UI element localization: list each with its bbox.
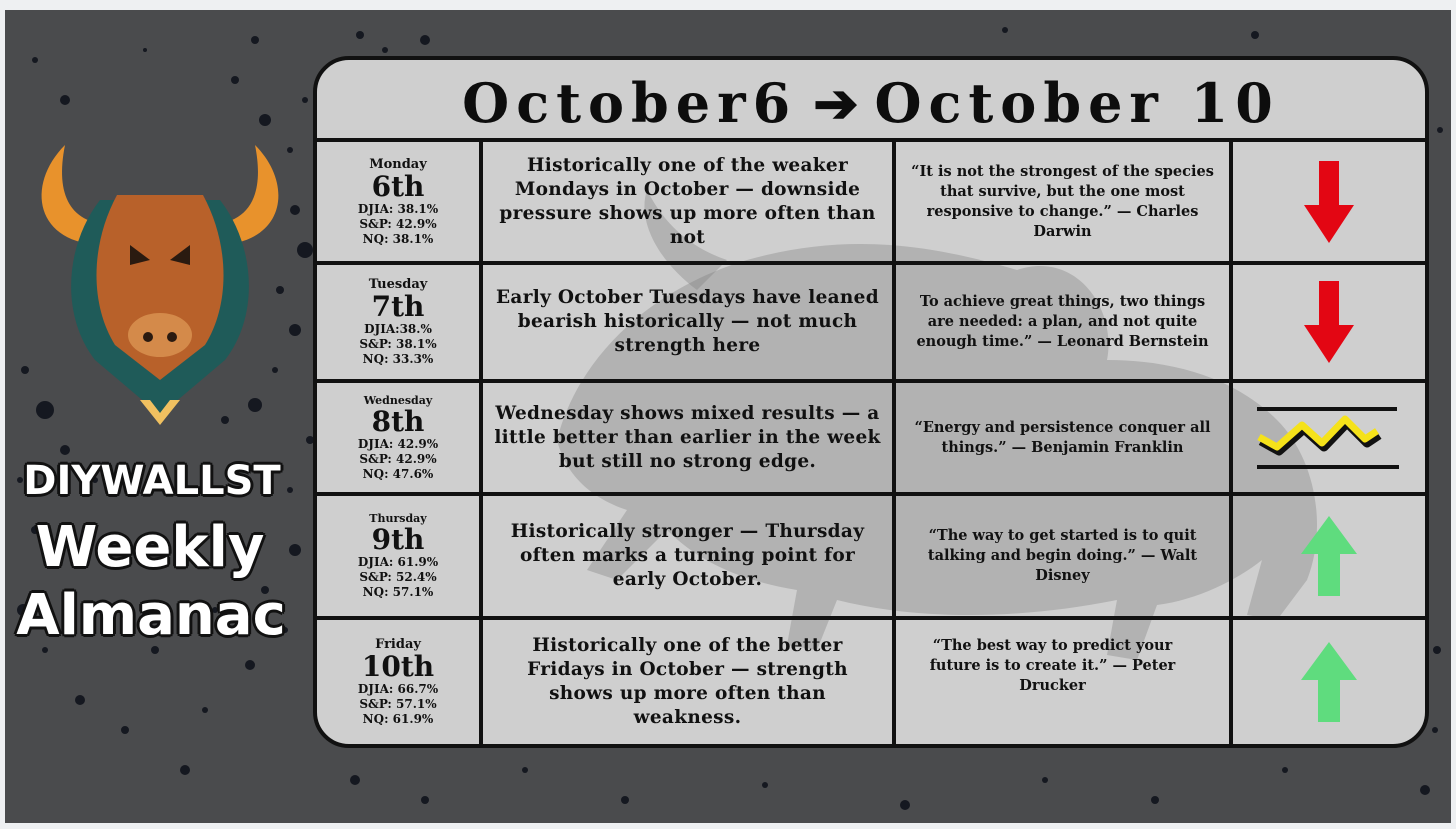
stat-nq: NQ: 33.3% — [362, 352, 434, 366]
day-cell-monday — [317, 142, 479, 261]
signal-tuesday — [1233, 265, 1425, 379]
quote-thursday: “The way to get started is to quit talking and begin doing.” — Walt Disney — [927, 527, 1198, 584]
outlook-thursday: Historically stronger — Thursday often marks a turning point for early October. — [510, 521, 865, 590]
day-date: 8th — [371, 404, 425, 438]
down-arrow-icon — [1304, 161, 1354, 243]
stat-nq: NQ: 38.1% — [362, 231, 434, 246]
stat-nq: NQ: 61.9% — [362, 712, 434, 726]
stat-djia: DJIA: 38.1% — [357, 201, 439, 216]
up-arrow-icon — [1301, 642, 1357, 722]
quote-friday: “The best way to predict your future is to create it.” — Peter Drucker — [929, 637, 1176, 694]
week-start-date: October6 — [462, 71, 798, 135]
stat-sp: S&P: 42.9% — [359, 216, 437, 231]
week-range-title — [317, 68, 1425, 138]
brand-subtitle-line1: Weekly — [35, 515, 265, 580]
bull-logo — [25, 115, 295, 435]
down-arrow-icon — [1304, 281, 1354, 363]
day-name: Tuesday — [368, 277, 428, 292]
stat-nq: NQ: 47.6% — [362, 466, 434, 481]
signal-monday — [1233, 142, 1425, 261]
signal-wednesday — [1233, 383, 1425, 492]
day-date: 7th — [371, 290, 425, 323]
stat-djia: DJIA: 61.9% — [357, 555, 439, 569]
brand-name: DIYWALLST — [23, 458, 281, 504]
right-arrow-icon: ➔ — [813, 71, 859, 135]
day-cell-wednesday — [317, 383, 479, 492]
quote-wednesday: “Energy and persistence conquer all things.” — Benjamin Franklin — [914, 418, 1211, 456]
day-date: 6th — [371, 169, 425, 203]
day-name: Monday — [369, 156, 427, 172]
day-date: 10th — [361, 650, 435, 683]
stat-nq: NQ: 57.1% — [362, 585, 434, 599]
stat-sp: S&P: 57.1% — [359, 697, 437, 711]
weekly-almanac-board — [313, 56, 1429, 748]
quote-tuesday: To achieve great things, two things are needed: a plan, and not quite enough time.” — Leonard Bernstein — [916, 293, 1209, 350]
up-arrow-icon — [1301, 516, 1357, 596]
outlook-friday: Historically one of the better Fridays in October — strength shows up more often than weakness. — [527, 635, 848, 728]
outlook-tuesday: Early October Tuesdays have leaned bearish historically — not much strength here — [496, 287, 879, 356]
stat-djia: DJIA:38.% — [364, 322, 432, 336]
brand-subtitle-line2: Almanac — [16, 583, 286, 648]
day-date: 9th — [371, 523, 425, 556]
outlook-monday: Historically one of the weaker Mondays in October — downside pressure shows up more often than not — [499, 154, 876, 248]
day-name: Friday — [375, 637, 421, 652]
signal-friday — [1233, 620, 1425, 744]
stat-djia: DJIA: 66.7% — [357, 682, 439, 696]
day-name: Thursday — [369, 512, 427, 525]
stat-sp: S&P: 42.9% — [359, 451, 437, 466]
day-name: Wednesday — [363, 393, 433, 407]
outlook-wednesday: Wednesday shows mixed results — a little better than earlier in the week but still no strong edge. — [494, 402, 881, 472]
signal-thursday — [1233, 496, 1425, 616]
sideways-zigzag-icon — [1249, 403, 1409, 473]
stat-sp: S&P: 38.1% — [359, 337, 437, 351]
day-cell-friday — [317, 620, 479, 744]
day-cell-thursday — [317, 496, 479, 616]
stat-sp: S&P: 52.4% — [359, 570, 437, 584]
almanac-canvas — [5, 10, 1451, 823]
day-cell-tuesday — [317, 265, 479, 379]
stat-djia: DJIA: 42.9% — [357, 436, 439, 451]
quote-monday: “It is not the strongest of the species that survive, but the one most responsive to change.” — Charles Darwin — [911, 162, 1214, 240]
week-end-date: October 10 — [874, 71, 1280, 135]
